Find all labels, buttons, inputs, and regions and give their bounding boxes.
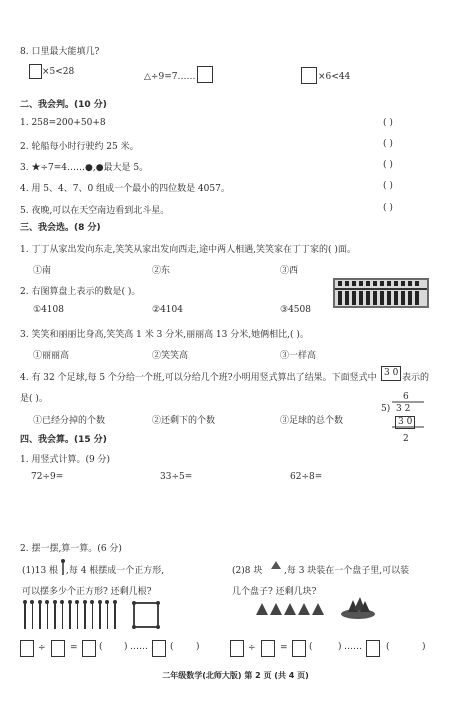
eq-left-box-2[interactable]	[51, 640, 65, 657]
stick-head	[38, 600, 42, 604]
eq-right-box-3[interactable]	[292, 640, 306, 657]
stick-head	[113, 600, 117, 604]
eq-left-div: ÷	[38, 643, 46, 653]
division-divisor: 5)	[381, 404, 391, 414]
calc-q2-right-line2: 几个盘子? 还剩几块?	[232, 587, 317, 597]
choice-q2-text: 2. 右图算盘上表示的数是( )。	[20, 287, 141, 297]
stick-square-image	[131, 600, 161, 630]
judge-answer-2[interactable]: ( )	[383, 139, 393, 149]
stick	[84, 603, 86, 629]
page-footer: 二年级数学(北师大版) 第 2 页 (共 4 页)	[162, 671, 309, 680]
stick	[32, 603, 34, 629]
choice-q1-opt1[interactable]: ①南	[33, 266, 52, 276]
calc-q2-left-line1: (1)13 根	[22, 566, 59, 576]
choice-q2-opt1[interactable]: ①4108	[33, 305, 64, 315]
stick-head	[90, 600, 94, 604]
q8-title: 8. 口里最大能填几?	[20, 47, 100, 57]
stick	[62, 603, 64, 629]
watermelon-icon	[270, 560, 282, 570]
stick	[99, 603, 101, 629]
eq-right-paren-close-1: )	[338, 642, 342, 652]
q8-answer-box-1[interactable]	[29, 64, 42, 79]
judge-answer-5[interactable]: ( )	[383, 203, 393, 213]
calc-q2-left-line2: 可以摆多少个正方形? 还剩几根?	[22, 587, 152, 597]
judge-item-5: 5. 夜晚,可以在天空南边看到北斗星。	[20, 206, 170, 216]
stick-head	[45, 600, 49, 604]
calc-problem-3: 62÷8=	[290, 472, 323, 482]
eq-left-box-1[interactable]	[20, 640, 34, 657]
eq-left-paren-open-2: (	[170, 642, 174, 652]
q8-item-1: ×5<28	[42, 67, 75, 77]
judge-item-3: 3. ★÷7=4……●,●最大是 5。	[20, 163, 149, 173]
choice-q3-opt2[interactable]: ②笑笑高	[152, 351, 189, 361]
calc-q2-right-line1: (2)8 块	[232, 566, 263, 576]
choice-q4-opt3[interactable]: ③足球的总个数	[280, 416, 344, 426]
calc-q1-title: 1. 用竖式计算。(9 分)	[20, 455, 111, 465]
judge-item-1: 1. 258=200+50+8	[20, 118, 106, 128]
judge-item-2: 2. 轮船每小时行驶约 25 米。	[20, 142, 139, 152]
eq-left-paren-close-1: )	[124, 642, 128, 652]
q8-item-3: ×6<44	[318, 72, 351, 82]
choice-q3-opt3[interactable]: ③一样高	[280, 351, 317, 361]
calc-problem-2: 33÷5=	[160, 472, 193, 482]
stick-head	[53, 600, 57, 604]
eq-right-eq: =	[280, 643, 288, 653]
stick-head	[98, 600, 102, 604]
calc-q2-title: 2. 摆一摆,算一算。(6 分)	[20, 544, 122, 554]
stick	[47, 603, 49, 629]
judge-item-4: 4. 用 5、4、7、0 组成一个最小的四位数是 4057。	[20, 184, 230, 194]
calc-q2-right-line1b: ,每 3 块装在一个盘子里,可以装	[284, 566, 410, 576]
eq-right-box-1[interactable]	[230, 640, 244, 657]
eq-left-paren-close-2: )	[196, 642, 200, 652]
eq-right-dots: ……	[344, 642, 362, 652]
choice-q3-text: 3. 笑笑和丽丽比身高,笑笑高 1 米 3 分米,丽丽高 13 分米,她俩相比,( )。	[20, 330, 309, 340]
calc-problem-1: 72÷9=	[31, 472, 64, 482]
section2-heading: 二、我会判。(10 分)	[20, 100, 107, 110]
stick-head	[30, 600, 34, 604]
eq-left-dots: ……	[130, 642, 148, 652]
eq-right-box-2[interactable]	[261, 640, 275, 657]
choice-q2-opt2[interactable]: ②4104	[152, 305, 183, 315]
stick	[54, 603, 56, 629]
choice-q4-text: 4. 有 32 个足球,每 5 个分给一个班,可以分给几个班?小明用竖式算出了结果。下面竖式中	[20, 373, 377, 383]
stick-head	[83, 600, 87, 604]
choice-q2-opt3[interactable]: ③4508	[280, 305, 311, 315]
stick	[114, 603, 116, 629]
division-quotient: 6	[403, 392, 409, 402]
stick	[24, 603, 26, 629]
stick	[92, 603, 94, 629]
watermelon-slices-image	[255, 601, 325, 617]
calc-q2-left-line1b: ,每 4 根摆成一个正方形,	[66, 566, 165, 576]
stick	[39, 603, 41, 629]
choice-q4-boxed-number: 3 0	[381, 366, 401, 381]
eq-left-paren-open-1: (	[99, 642, 103, 652]
eq-left-eq: =	[70, 643, 78, 653]
choice-q4-opt2[interactable]: ②还剩下的个数	[152, 416, 216, 426]
section4-heading: 四、我会算。(15 分)	[20, 435, 107, 445]
choice-q4-text-end: 表示的	[402, 373, 430, 383]
stick-head	[68, 600, 72, 604]
judge-answer-4[interactable]: ( )	[383, 181, 393, 191]
q8-item-2: △÷9=7……	[144, 72, 196, 82]
eq-right-paren-close-2: )	[422, 642, 426, 652]
eq-left-box-4[interactable]	[152, 640, 166, 657]
judge-answer-3[interactable]: ( )	[383, 160, 393, 170]
eq-right-box-4[interactable]	[366, 640, 380, 657]
choice-q4-opt1[interactable]: ①已经分掉的个数	[33, 416, 106, 426]
choice-q3-opt1[interactable]: ①丽丽高	[33, 351, 70, 361]
stick-head	[60, 600, 64, 604]
division-remainder: 2	[403, 434, 409, 444]
section3-heading: 三、我会选。(8 分)	[20, 223, 101, 233]
division-product: 3 0	[395, 416, 415, 429]
stick-head	[75, 600, 79, 604]
plate-image	[340, 592, 376, 620]
q8-answer-box-3[interactable]	[301, 67, 317, 84]
choice-q4-text2: 是( )。	[20, 394, 48, 404]
choice-q1-text: 1. 丁丁从家出发向东走,笑笑从家出发向西走,途中两人相遇,笑笑家在丁丁家的( )面。	[20, 245, 356, 255]
stick-head	[23, 600, 27, 604]
judge-answer-1[interactable]: ( )	[383, 118, 393, 128]
choice-q1-opt3[interactable]: ③西	[280, 266, 299, 276]
stick	[107, 603, 109, 629]
stick	[69, 603, 71, 629]
eq-right-div: ÷	[248, 643, 256, 653]
stick	[77, 603, 79, 629]
division-dividend: 3 2	[396, 404, 411, 414]
eq-right-paren-open-1: (	[309, 642, 313, 652]
abacus-image	[333, 278, 429, 308]
stick-head	[105, 600, 109, 604]
choice-q1-opt2[interactable]: ②东	[152, 266, 171, 276]
eq-left-box-3[interactable]	[82, 640, 96, 657]
eq-right-paren-open-2: (	[386, 642, 390, 652]
q8-answer-box-2[interactable]	[197, 66, 213, 83]
